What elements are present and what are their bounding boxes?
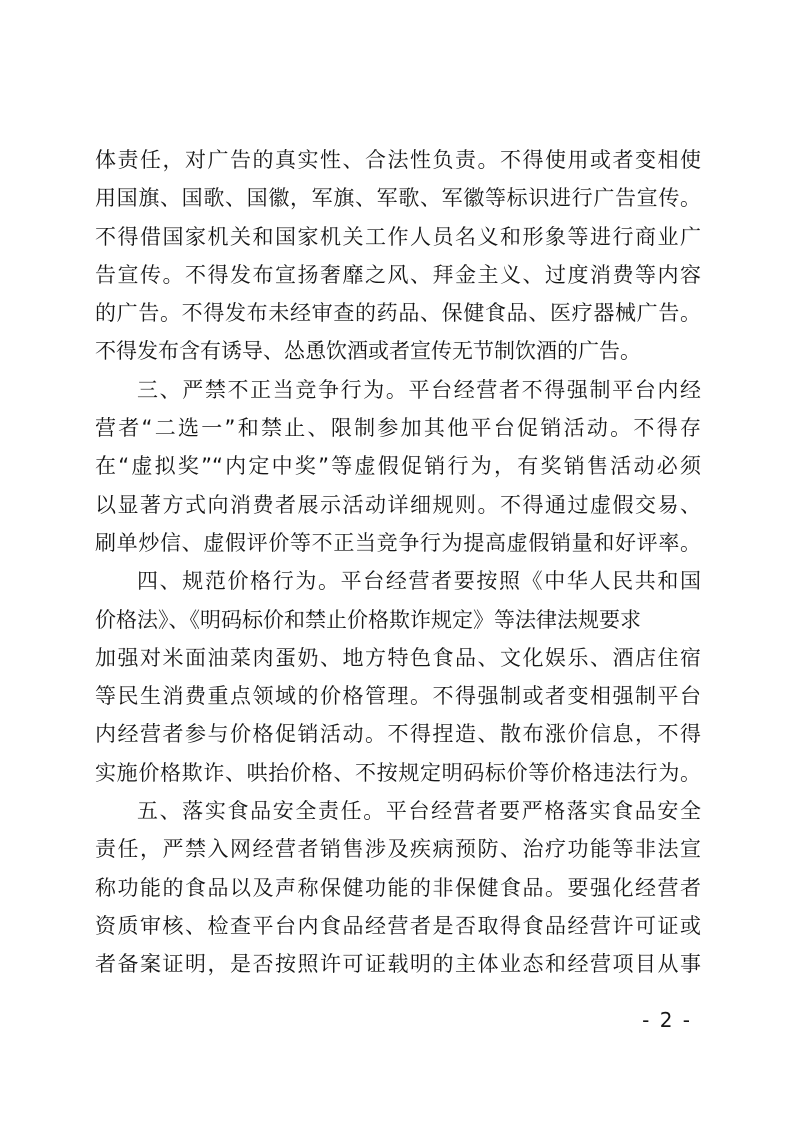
text-line-paragraph-start: 三、严禁不正当竞争行为。平台经营者不得强制平台内经: [137, 377, 701, 402]
text-line: 价格法》、《明码标价和禁止价格欺诈规定》等法律法规要求: [95, 607, 641, 632]
page-number: - 2 -: [642, 1008, 692, 1032]
text-line: 刷单炒信、虚假评价等不正当竞争行为提高虚假销量和好评率。: [95, 530, 701, 555]
text-line-paragraph-start: 四、规范价格行为。平台经营者要按照《中华人民共和国: [137, 569, 701, 594]
text-line: 资质审核、检查平台内食品经营者是否取得食品经营许可证或: [95, 913, 701, 938]
text-line: 以显著方式向消费者展示活动详细规则。不得通过虚假交易、: [95, 492, 701, 517]
text-line: 内经营者参与价格促销活动。不得捏造、散布涨价信息，不得: [95, 722, 701, 747]
text-line-paragraph-start: 五、落实食品安全责任。平台经营者要严格落实食品安全: [137, 799, 701, 824]
document-body-text: [95, 141, 701, 984]
text-line: 的广告。不得发布未经审查的药品、保健食品、医疗器械广告。: [95, 301, 701, 326]
text-line: 体责任，对广告的真实性、合法性负责。不得使用或者变相使: [95, 148, 701, 172]
text-line: 实施价格欺诈、哄抬价格、不按规定明码标价等价格违法行为。: [95, 760, 701, 785]
text-line: 在“虚拟奖”“内定中奖”等虚假促销行为，有奖销售活动必须: [95, 454, 701, 479]
text-line: 不得借国家机关和国家机关工作人员名义和形象等进行商业广: [95, 224, 701, 249]
text-line: 告宣传。不得发布宣扬奢靡之风、拜金主义、过度消费等内容: [95, 262, 701, 287]
text-line: 称功能的食品以及声称保健功能的非保健食品。要强化经营者: [95, 875, 701, 900]
text-line: 营者“二选一”和禁止、限制参加其他平台促销活动。不得存: [95, 416, 701, 441]
text-line: 加强对米面油菜肉蛋奶、地方特色食品、文化娱乐、酒店住宿: [95, 645, 701, 670]
text-line: 用国旗、国歌、国徽，军旗、军歌、军徽等标识进行广告宣传。: [95, 186, 701, 211]
text-line: 责任，严禁入网经营者销售涉及疾病预防、治疗功能等非法宣: [95, 837, 701, 862]
text-line: 等民生消费重点领域的价格管理。不得强制或者变相强制平台: [95, 684, 701, 709]
text-line: 不得发布含有诱导、怂恿饮酒或者宣传无节制饮酒的广告。: [95, 339, 641, 364]
text-line: 者备案证明，是否按照许可证载明的主体业态和经营项目从事: [95, 952, 701, 977]
